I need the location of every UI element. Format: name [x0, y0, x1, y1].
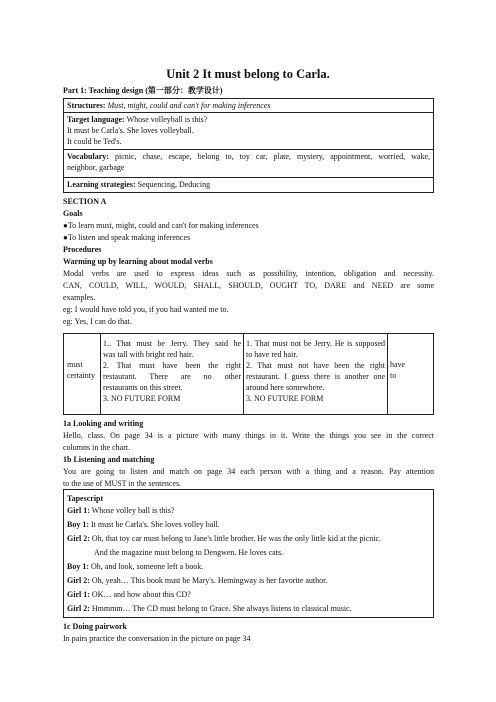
table-cell-line: 2. That must not have been the right: [246, 361, 385, 370]
table-cell-line: 3. NO FUTURE FORM: [246, 394, 324, 403]
speaker-text: OK… and how about this CD?: [91, 590, 191, 599]
table-divider: [100, 334, 101, 414]
speaker-label: Girl 1:: [67, 590, 90, 599]
section-1a-line: columns in the chart.: [63, 443, 131, 452]
speaker-text: Oh, and look, someone left a book.: [91, 562, 204, 571]
goal-text: To listen and speak making inferences: [67, 233, 191, 242]
tapescript-line: [67, 533, 430, 547]
table-cell-line: was tall with bright red hair.: [103, 350, 194, 359]
speaker-text: Oh, yeah… This book must be Mary's. Hemingway is her favorite author.: [91, 576, 328, 585]
vocab-label: Vocabulary:: [67, 152, 109, 161]
speaker-label: Boy 1:: [67, 562, 89, 571]
speaker-label: Girl 2:: [67, 576, 90, 585]
section-1b-heading: 1b Listening and matching: [63, 455, 155, 464]
table-cell-line: 1.. That must be Jerry. They said he: [103, 339, 241, 348]
section-1b-line: You are going to listen and match on page 34 each person with a thing and a reason. Pay attention: [63, 467, 434, 476]
warming-line: eg: Yes, I can do that.: [63, 317, 132, 326]
page-title: Unit 2 It must belong to Carla.: [166, 67, 330, 81]
strategies-label: Learning strategies:: [67, 180, 136, 189]
table-label-line: to: [390, 371, 397, 380]
table-cell-line: restaurant. I guess there is another one: [246, 372, 385, 381]
target-language-row: [63, 112, 434, 150]
structures-label: Structures:: [67, 101, 106, 110]
target-value: Whose volleyball is this?: [126, 115, 208, 124]
speaker-text: It must be Carla's. She loves volley ball.: [91, 520, 220, 529]
goal-text: To learn must, might, could and can't for making inferences: [67, 221, 259, 230]
goal-item-1: [63, 220, 259, 231]
structures-row: [63, 98, 434, 113]
tapescript-line: [67, 589, 430, 603]
vocab-line-2: neighbor, garbage: [67, 163, 125, 172]
target-line-2: It must be Carla's. She loves volleyball.: [67, 126, 194, 135]
section-1a-line: Hello, class. On page 34 is a picture with many things in it. Write the things you see in the correct: [63, 431, 434, 440]
table-cell-line: around here somewhere.: [246, 383, 325, 392]
speaker-label: Girl 1:: [67, 506, 90, 515]
tapescript-line: [67, 547, 430, 561]
table-cell-line: restaurant. There are no other: [103, 372, 241, 381]
modal-verbs-table: [63, 333, 434, 415]
tapescript-line: [67, 519, 430, 533]
bullet-icon: ●: [63, 221, 68, 230]
tapescript-line: [67, 505, 430, 519]
tapescript-heading: Tapescript: [67, 494, 104, 503]
strategies-row: [63, 177, 434, 193]
vocabulary-row: [63, 149, 434, 178]
tapescript-line: [67, 561, 430, 575]
speaker-text: And the magazine must belong to Dengwen. He loves cats.: [94, 548, 284, 557]
table-right-cell: [246, 338, 385, 404]
speaker-label: Girl 2:: [67, 604, 90, 613]
goals-heading: Goals: [63, 209, 83, 218]
table-cell-line: restaurants on this street.: [103, 383, 183, 392]
speaker-label: Boy 1:: [67, 520, 89, 529]
table-cell-line: 1. That must not be Jerry. He is supposed: [246, 339, 385, 348]
goal-item-2: [63, 232, 190, 243]
section-1c-text: In pairs practice the conversation in the picture on page 34: [63, 634, 251, 643]
target-line-3: It could be Ted's.: [67, 137, 122, 146]
table-label-line: certainty: [67, 371, 95, 380]
table-divider: [387, 334, 388, 414]
section-1b-line: to the use of MUST in the sentences.: [63, 479, 182, 488]
bullet-icon: ●: [63, 233, 68, 242]
speaker-label: Girl 2:: [67, 534, 90, 543]
target-label: Target language:: [67, 115, 125, 124]
warming-heading: Warming up by learning about modal verbs: [63, 257, 213, 266]
warming-line: CAN, COULD, WILL, WOULD, SHALL, SHOULD, OUGHT TO, DARE and NEED are some: [63, 281, 434, 290]
table-left-label: [67, 359, 95, 381]
part1-heading: Part 1: Teaching design (第一部分：教学设计): [63, 86, 223, 95]
section-1a-text: [63, 430, 434, 453]
tapescript-line: [67, 603, 430, 617]
table-cell-line: 3. NO FUTURE FORM: [103, 394, 181, 403]
warming-line: eg: I would have told you, if you had wanted me to.: [63, 305, 229, 314]
strategies-value: Sequencing, Deducing: [137, 180, 211, 189]
structures-value: Must, might, could and can't for making inferences: [107, 101, 271, 110]
section-1a-heading: 1a Looking and writing: [63, 419, 144, 428]
tapescript-line: [67, 575, 430, 589]
table-divider: [243, 334, 244, 414]
table-cell-line: to have red hair.: [246, 350, 298, 359]
procedures-heading: Procedures: [63, 245, 102, 254]
section-1c-heading: 1c Doing pairwork: [63, 622, 127, 631]
tapescript-box: [63, 489, 434, 618]
section-1b-text: [63, 466, 434, 489]
vocab-line-1: picnic, chase, escape, belong to, toy car, plate, mystery, appointment, worried, wake,: [114, 152, 430, 161]
table-middle-cell: [103, 338, 241, 404]
speaker-text: Hmmmm… The CD must belong to Grace. She always listens to classical music.: [91, 604, 352, 613]
table-cell-line: 2. That must have been the right: [103, 361, 241, 370]
table-label-line: have: [390, 360, 406, 369]
table-label-line: must: [67, 360, 83, 369]
warming-line: examples.: [63, 293, 96, 302]
speaker-text: Oh, that toy car must belong to Jane's little brother. He was the only little kid at the picnic.: [91, 534, 382, 543]
speaker-text: Whose volley ball is this?: [91, 506, 175, 515]
table-far-right-cell: [390, 359, 405, 381]
warming-paragraph: [63, 268, 434, 327]
section-a-heading: SECTION A: [63, 197, 107, 206]
warming-line: Modal verbs are used to express ideas such as possibility, intention, obligation and necessity.: [63, 269, 434, 278]
